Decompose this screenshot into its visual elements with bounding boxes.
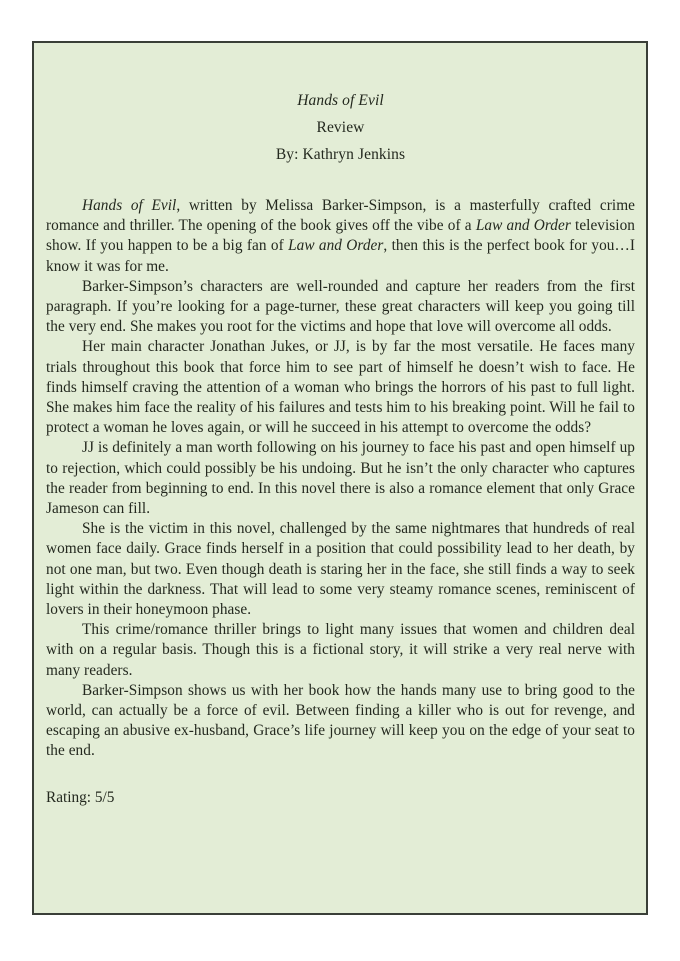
- document-content: [46, 43, 635, 808]
- book-title: Hands of Evil: [297, 92, 384, 109]
- review-document-page: [32, 41, 648, 915]
- document-type-label: Review: [316, 119, 365, 136]
- paragraph-jj-journey: [46, 438, 635, 519]
- paragraph-characters: [46, 277, 635, 338]
- paragraph-intro: [46, 196, 635, 277]
- italic-title-run: Hands of Evil: [82, 197, 177, 214]
- text-run: , written by Melissa Barker-Simpson, is a masterfully crafted crime romance and thriller. The opening of the book gives off the vibe of a: [46, 197, 635, 235]
- text-run: This crime/romance thriller brings to light many issues that women and children deal with on a regular basis. Though this is a fictional story, it will strike a very real nerve with many readers.: [46, 621, 635, 679]
- paragraph-list: [46, 196, 635, 762]
- author-byline: By: Kathryn Jenkins: [275, 146, 406, 163]
- paragraph-grace: [46, 519, 635, 620]
- text-run: She is the victim in this novel, challenged by the same nightmares that hundreds of real women face daily. Grace finds herself in a position that could possibility lead to her death, by not one man, but two. Even though death is staring her in the face, she still finds a way to seek light within the darkness. That will lead to some very steamy romance scenes, reminiscent of lovers in their honeymoon phase.: [46, 520, 635, 619]
- paragraph-conclusion: [46, 681, 635, 762]
- text-run: , then this is the perfect book for you…I know it was for me.: [46, 237, 635, 275]
- text-run: Barker-Simpson shows us with her book how the hands many use to bring good to the world, can actually be a force of evil. Between finding a killer who is out for revenge, and escaping an abusive ex-husband, Grace’s life journey will keep you on the edge of your seat to the end.: [46, 681, 635, 760]
- italic-title-run: Law and Order: [288, 237, 384, 255]
- text-run: Barker-Simpson’s characters are well-rounded and capture her readers from the first paragraph. If you’re looking for a page-turner, these great characters will keep you going till the very end. She makes you root for the victims and hope that love will overcome all odds.: [46, 277, 635, 336]
- text-run: JJ is definitely a man worth following on his journey to face his past and open himself up to rejection, which could possibly be his undoing. But he isn’t the only character who captures the reader from beginning to end. In this novel there is also a romance element that only Grace Jameson can fill.: [46, 439, 635, 518]
- text-run: Her main character Jonathan Jukes, or JJ, is by far the most versatile. He faces many trials throughout this book that force him to see part of himself he doesn’t wish to face. He finds himself craving the attention of a woman who brings the horrors of his past to full light. She makes him face the reality of his failures and tests him to his breaking point. Will he fail to protect a woman he loves again, or will he succeed in his attempt to overcome the odds?: [46, 338, 635, 437]
- paragraph-issues: [46, 620, 635, 681]
- review-body: [46, 196, 635, 808]
- italic-title-run: Law and Order: [475, 217, 571, 235]
- document-heading: [46, 43, 635, 168]
- rating-line: Rating: 5/5: [46, 788, 115, 806]
- text-run: television show. If you happen to be a big fan of: [46, 217, 635, 255]
- paragraph-jonathan-jukes: [46, 337, 635, 438]
